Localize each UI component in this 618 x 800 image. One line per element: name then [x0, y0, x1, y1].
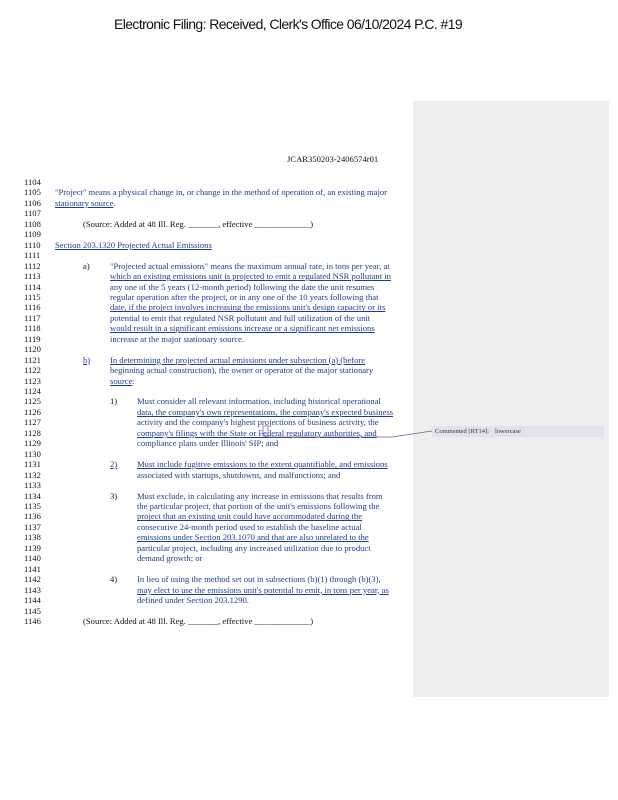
line-1143	[0, 585, 618, 595]
line-number: 1146	[24, 615, 41, 626]
document-id: JCAR350203-2406574r01	[287, 154, 379, 164]
line-number: 1133	[24, 480, 41, 490]
text-segment: stationary source	[55, 197, 114, 208]
line-1118	[0, 323, 618, 333]
subsection-marker: 3)	[110, 490, 118, 501]
line-text	[137, 532, 369, 542]
line-number: 1115	[24, 291, 41, 302]
line-text	[110, 323, 375, 333]
line-number: 1108	[24, 218, 41, 229]
line-number: 1143	[24, 584, 41, 595]
line-text	[137, 543, 371, 553]
line-number: 1112	[24, 260, 41, 271]
line-number: 1139	[24, 542, 41, 553]
line-1125	[0, 396, 618, 406]
line-number: 1109	[24, 229, 41, 240]
line-number: 1122	[24, 365, 41, 376]
line-1137	[0, 522, 618, 532]
line-number: 1107	[24, 208, 41, 219]
line-1132	[0, 470, 618, 480]
line-number: 1116	[24, 302, 41, 313]
line-number: 1141	[24, 563, 41, 574]
line-1130	[0, 449, 618, 459]
line-text	[137, 511, 362, 521]
line-number: 1124	[24, 386, 41, 396]
line-1141	[0, 564, 618, 574]
line-1140	[0, 553, 618, 563]
text-segment: potential to emit that regulated NSR pollutant and full utilization of the unit	[110, 312, 371, 323]
line-1117	[0, 313, 618, 323]
line-1108	[0, 219, 618, 229]
text-segment: demand growth; or	[137, 553, 203, 564]
line-1106	[0, 198, 618, 208]
line-text	[110, 302, 385, 312]
line-number: 1144	[24, 595, 41, 605]
line-text	[137, 585, 389, 595]
text-segment: would result in a significant emissions increase or a significant net emissions	[110, 323, 375, 334]
text-segment: (Source: Added at 48 Ill. Reg. _______, effective _____________)	[83, 218, 314, 229]
line-1138	[0, 532, 618, 542]
line-text	[137, 501, 379, 511]
line-number: 1125	[24, 396, 41, 407]
line-number: 1135	[24, 500, 41, 511]
text-segment: In lieu of using the method set out in subsections (b)(1) through (b)(3),	[137, 574, 381, 585]
text-segment: :	[132, 375, 135, 386]
line-text	[137, 491, 383, 501]
line-number: 1136	[24, 511, 41, 522]
text-segment: project that an existing unit could have accommodated during the	[137, 511, 363, 522]
line-1129	[0, 438, 618, 448]
text-segment: particular project, including any increased utilization due to product	[137, 542, 371, 553]
line-1126	[0, 407, 618, 417]
line-number: 1130	[24, 448, 41, 459]
line-number: 1119	[24, 333, 41, 344]
line-text	[137, 574, 381, 584]
line-1115	[0, 292, 618, 302]
line-number: 1105	[24, 187, 41, 198]
line-number: 1106	[24, 197, 41, 208]
text-segment: In determining the projected actual emissions under subsection (a) (before	[110, 354, 366, 365]
line-1104	[0, 177, 618, 187]
text-segment: which an existing emissions unit is projected to emit a regulated NSR pollutant in	[110, 271, 391, 282]
line-text	[137, 438, 278, 448]
subsection-marker: b)	[83, 354, 91, 365]
text-segment: Must include fugitive emissions to the extent quantifiable, and emissions	[137, 459, 388, 470]
line-number: 1137	[24, 521, 41, 532]
line-number: 1113	[24, 271, 41, 282]
line-text	[137, 407, 393, 417]
line-1139	[0, 543, 618, 553]
line-1136	[0, 511, 618, 521]
line-text	[55, 198, 116, 208]
line-number: 1126	[24, 406, 41, 417]
line-text	[110, 355, 365, 365]
comment-text: lowercase	[494, 428, 521, 435]
comment-label: Commented [RT14]:	[435, 428, 489, 435]
line-text	[83, 616, 313, 626]
line-1116	[0, 302, 618, 312]
line-1146	[0, 616, 618, 626]
comment-balloon[interactable]	[432, 426, 604, 437]
line-text	[137, 470, 340, 480]
line-1112	[0, 261, 618, 271]
line-text	[137, 396, 381, 406]
line-1110	[0, 240, 618, 250]
text-segment: Must consider all relevant information, including historical operational	[137, 396, 381, 407]
line-text	[110, 261, 390, 271]
line-number: 1118	[24, 323, 41, 334]
line-number: 1104	[24, 177, 41, 187]
text-segment: source	[110, 375, 133, 386]
line-number: 1121	[24, 354, 41, 365]
line-1119	[0, 334, 618, 344]
line-1142	[0, 574, 618, 584]
line-text	[110, 282, 374, 292]
text-segment: "Project" means a physical change in, or change in the method of operation of, an existing major	[55, 187, 388, 198]
line-number: 1128	[24, 427, 41, 438]
subsection-marker: a)	[83, 260, 90, 271]
line-number: 1129	[24, 438, 41, 449]
text-segment: company's filings with the State or Federal regulatory authorities, and	[137, 427, 377, 438]
line-text	[110, 313, 370, 323]
line-number: 1111	[24, 250, 41, 261]
subsection-marker: 2)	[110, 459, 118, 470]
line-text	[110, 271, 391, 281]
line-1111	[0, 250, 618, 260]
line-text	[55, 187, 387, 197]
text-segment: the particular project, that portion of the unit's emissions following the	[137, 500, 380, 511]
text-segment: emissions under Section 203.1070 and that are also unrelated to the	[137, 532, 369, 543]
text-segment: increase at the major stationary source.	[110, 333, 245, 344]
line-number: 1120	[24, 344, 41, 355]
line-number: 1114	[24, 281, 41, 292]
text-segment: defined under Section 203.1290.	[137, 595, 249, 605]
line-text	[137, 417, 379, 427]
line-text	[110, 334, 244, 344]
line-text	[137, 428, 377, 438]
line-1124	[0, 386, 618, 396]
line-1134	[0, 491, 618, 501]
line-number: 1145	[24, 605, 41, 616]
line-1145	[0, 606, 618, 616]
text-segment: data, the company's own representations, the company's expected business	[137, 406, 394, 417]
line-number: 1127	[24, 417, 41, 428]
line-number: 1131	[24, 459, 41, 470]
line-text	[137, 459, 388, 469]
line-1133	[0, 480, 618, 490]
line-number: 1134	[24, 490, 41, 501]
line-1131	[0, 459, 618, 469]
text-segment: date, if the project involves increasing the emissions unit's design capacity or its	[110, 302, 386, 313]
line-number: 1132	[24, 469, 41, 480]
line-1120	[0, 344, 618, 354]
line-text	[110, 376, 135, 386]
text-segment: .	[113, 197, 116, 208]
text-segment: activity and the company's highest projections of business activity, the	[137, 417, 379, 428]
text-segment: (Source: Added at 48 Ill. Reg. _______, effective _____________)	[83, 615, 314, 626]
text-segment: Must exclude, in calculating any increase in emissions that results from	[137, 490, 383, 501]
text-segment: compliance plans under Illinois' SIP; and	[137, 438, 279, 449]
text-segment: Section 203.1320 Projected Actual Emissions	[55, 239, 212, 250]
line-text	[110, 292, 378, 302]
line-number: 1138	[24, 532, 41, 543]
text-segment: "Projected actual emissions" means the maximum annual rate, in tons per year, at	[110, 260, 390, 271]
line-1113	[0, 271, 618, 281]
line-text	[137, 595, 249, 605]
line-number: 1123	[24, 375, 41, 386]
line-1121	[0, 355, 618, 365]
line-1123	[0, 376, 618, 386]
line-number: 1140	[24, 553, 41, 564]
line-1109	[0, 229, 618, 239]
text-segment: any one of the 5 years (12-month period) following the date the unit resumes	[110, 281, 375, 292]
line-text	[110, 365, 373, 375]
line-number: 1142	[24, 574, 41, 585]
line-text	[137, 553, 202, 563]
line-text	[83, 219, 313, 229]
line-1114	[0, 282, 618, 292]
text-segment: associated with startups, shutdowns, and malfunctions; and	[137, 469, 341, 480]
line-number: 1117	[24, 312, 41, 323]
line-1122	[0, 365, 618, 375]
text-segment: beginning actual construction), the owner or operator of the major stationary	[110, 365, 374, 376]
line-1135	[0, 501, 618, 511]
line-number: 1110	[24, 239, 41, 250]
line-1144	[0, 595, 618, 605]
line-1107	[0, 208, 618, 218]
filing-header: Electronic Filing: Received, Clerk's Office 06/10/2024 P.C. #19	[114, 16, 463, 32]
text-segment: regular operation after the project, or in any one of the 10 years following that	[110, 291, 379, 302]
subsection-marker: 4)	[110, 574, 118, 585]
line-text	[137, 522, 362, 532]
line-1105	[0, 187, 618, 197]
line-text	[55, 240, 212, 250]
text-segment: may elect to use the emissions unit's potential to emit, in tons per year, as	[137, 584, 389, 595]
subsection-marker: 1)	[110, 396, 118, 407]
text-segment: consecutive 24-month period used to establish the baseline actual	[137, 521, 362, 532]
